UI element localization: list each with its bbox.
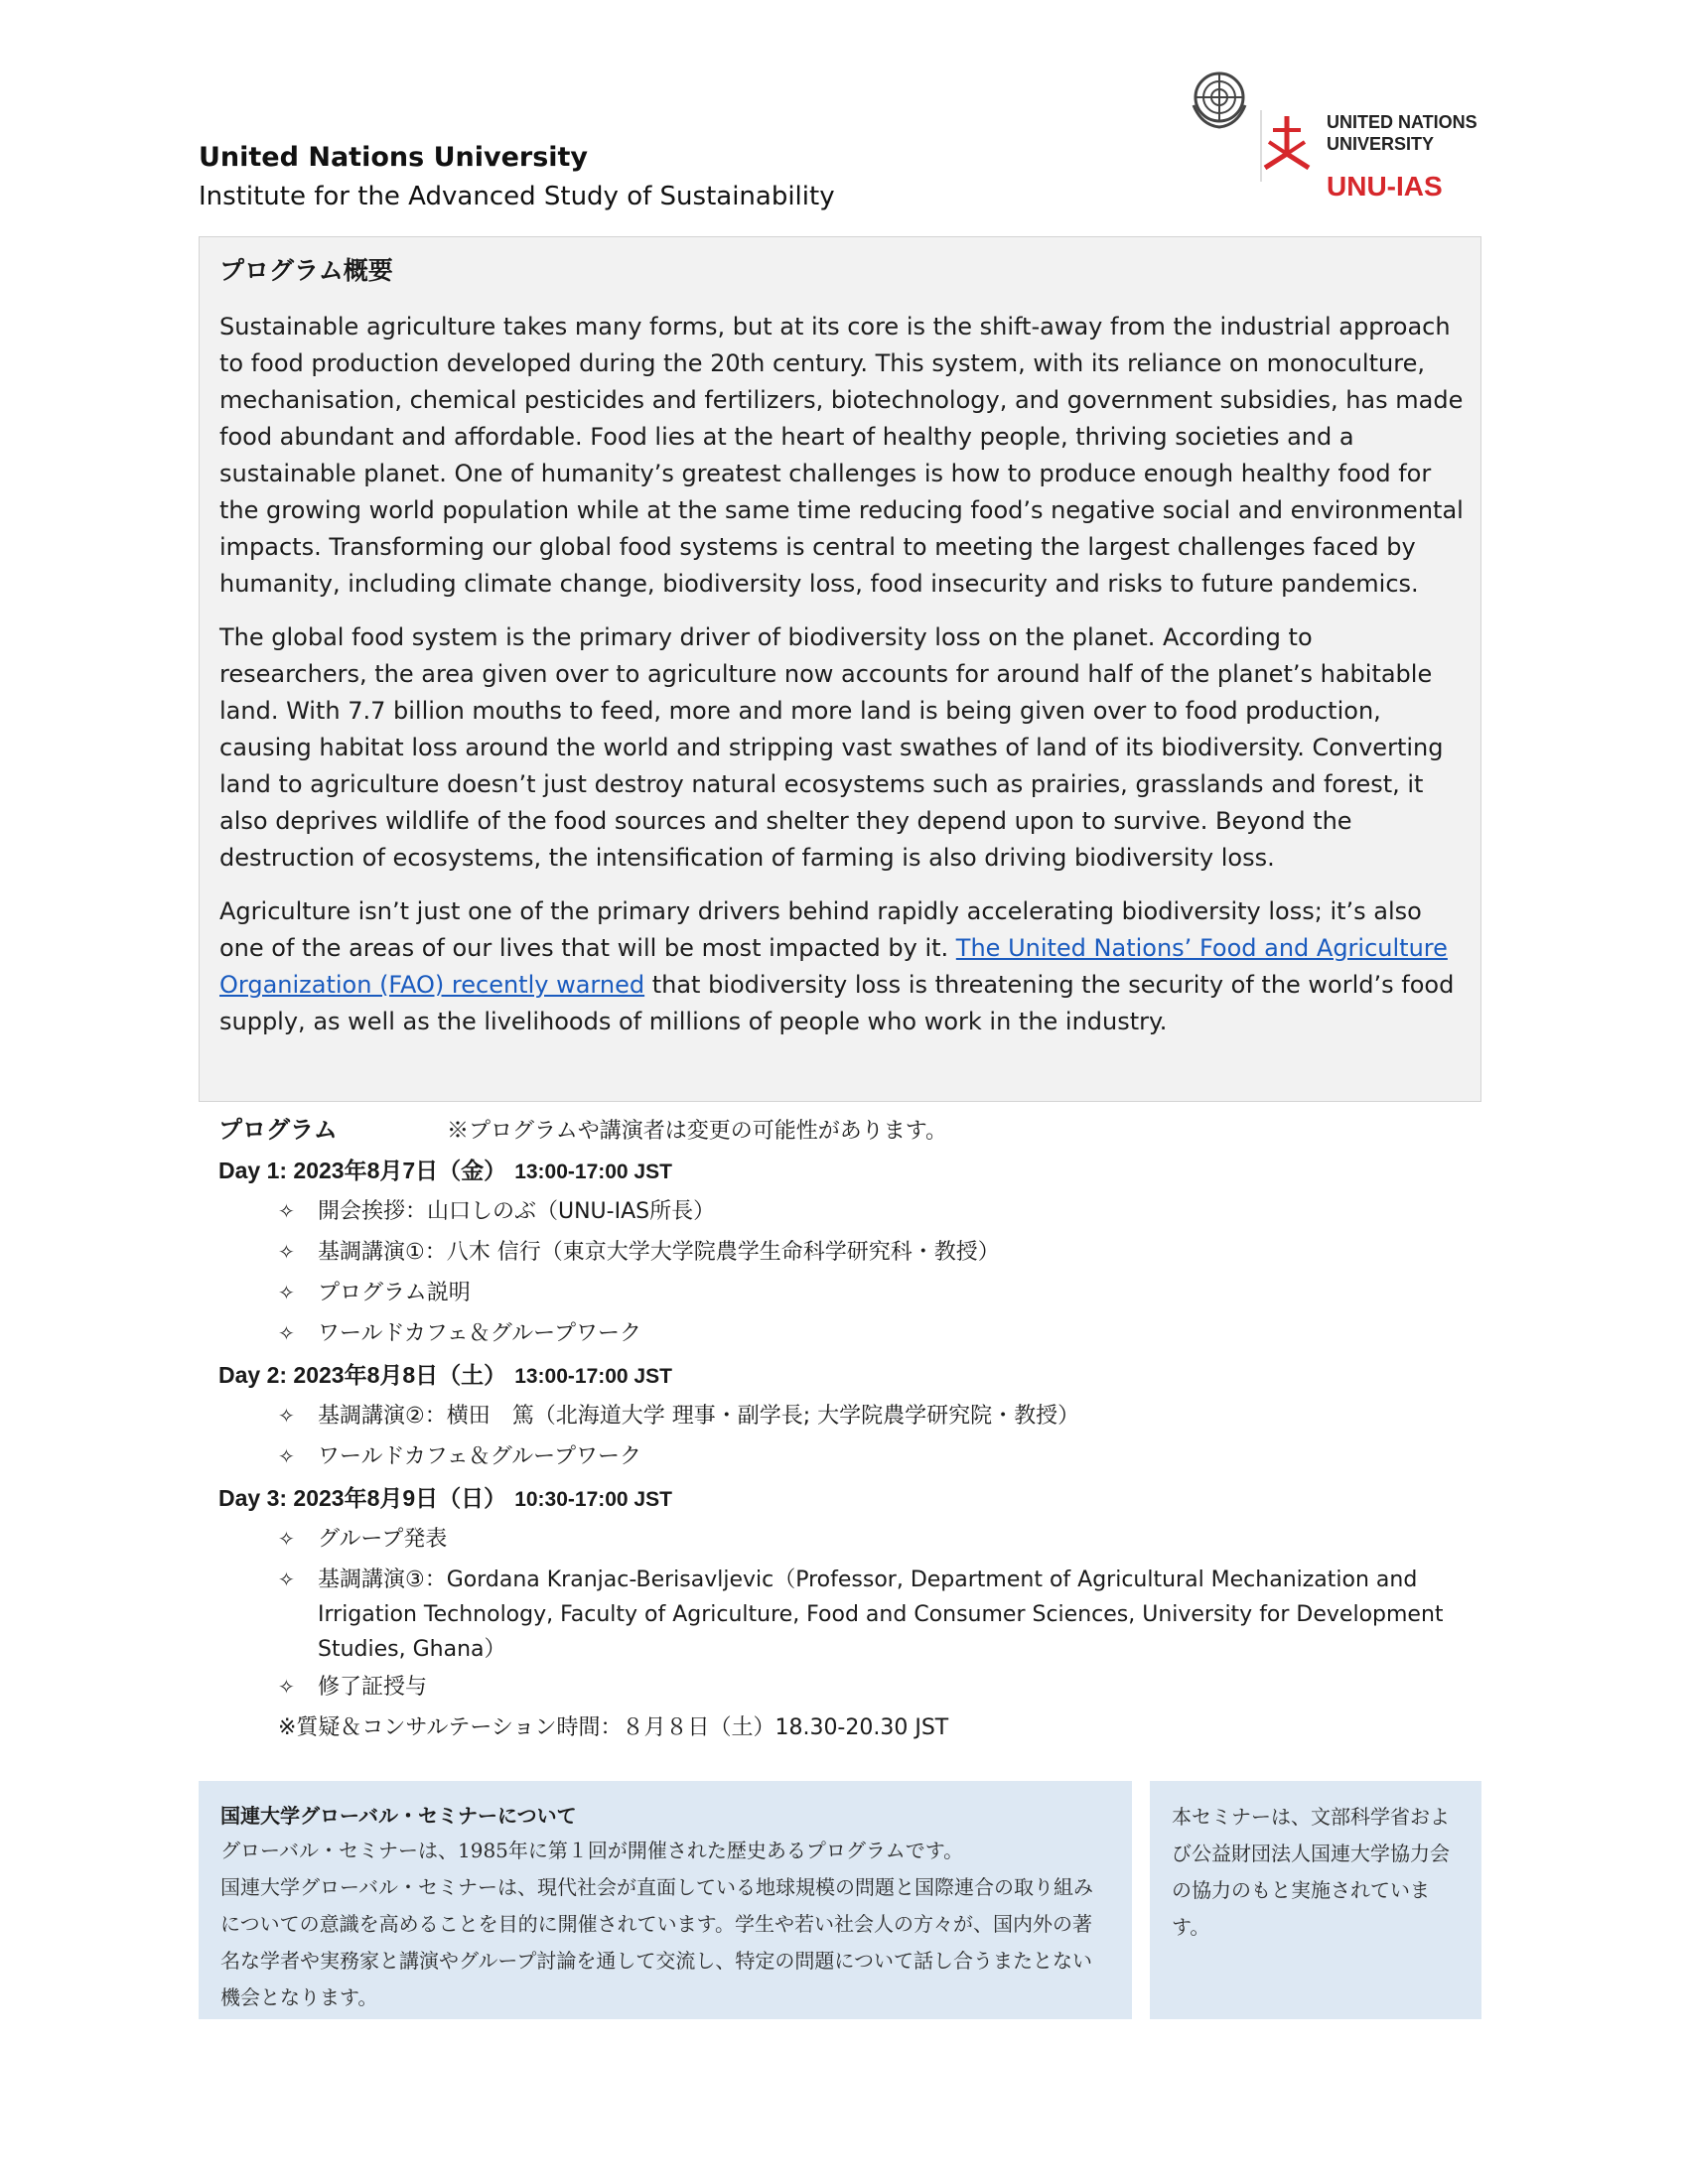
- global-seminar-line-1: グローバル・セミナーは、1985年に第１回が開催された歴史あるプログラムです。: [220, 1839, 964, 1862]
- logo-area: [1188, 66, 1505, 214]
- list-item: [218, 1191, 1489, 1232]
- item-text: 基調講演③：Gordana Kranjac-Berisavljevic（Professor, Department of Agricultural Mechanization and Irrigation Technology, Faculty of Agriculture, Food and Consumer Sciences, University for Development Studies, Ghana）: [318, 1568, 1444, 1662]
- list-item: [218, 1232, 1489, 1273]
- item-text: ワールドカフェ＆グループワーク: [318, 1444, 642, 1469]
- paragraph-3-lead: Agriculture isn’t just one of the primary drivers behind rapidly accelerating biodiversity loss; it’s also one of the areas of our lives that will be most impacted by it.: [219, 897, 1422, 962]
- day-3-label: Day 3: 2023年8月9日（日）: [218, 1485, 507, 1511]
- list-item: [218, 1560, 1489, 1667]
- list-item: [218, 1313, 1489, 1354]
- program-header: [218, 1110, 1489, 1150]
- day-1-label: Day 1: 2023年8月7日（金）: [218, 1158, 507, 1183]
- star-bullet-icon: ✧: [278, 1321, 295, 1345]
- star-bullet-icon: ✧: [278, 1527, 295, 1551]
- star-bullet-icon: ✧: [278, 1444, 295, 1468]
- list-item: [218, 1667, 1489, 1707]
- program-title: プログラム: [218, 1115, 338, 1144]
- overview-paragraph-1: Sustainable agriculture takes many forms, but at its core is the shift-away from the industrial approach to food production developed during the 20th century. This system, with its reliance on monoculture, mechanisation, chemical pesticides and fertilizers, biotechnology, and government subsidies, has made food abundant and affordable. Food lies at the heart of healthy people, thriving societies and a sustainable planet. One of humanity’s greatest challenges is how to produce enough healthy food for the growing world population while at the same time reducing food’s negative social and environmental impacts. Transforming our global food systems is central to meeting the largest challenges faced by humanity, including climate change, biodiversity loss, food insecurity and risks to future pandemics.: [219, 313, 1464, 598]
- global-seminar-box: [199, 1781, 1132, 2019]
- overview-paragraph-3: [219, 893, 1466, 1040]
- org-title: United Nations University: [199, 142, 589, 173]
- star-bullet-icon: ✧: [278, 1240, 295, 1264]
- org-subtitle: Institute for the Advanced Study of Sustainability: [199, 182, 835, 211]
- item-text: グループ発表: [318, 1527, 448, 1552]
- day-3-time: 10:30-17:00 JST: [514, 1488, 672, 1511]
- star-bullet-icon: ✧: [278, 1199, 295, 1223]
- consultation-time: ※質疑＆コンサルテーション時間：８月８日（土）18.30-20.30 JST: [278, 1715, 949, 1740]
- item-text: 基調講演①：八木 信行（東京大学大学院農学生命科学研究科・教授）: [318, 1240, 1000, 1265]
- cooperation-note-box: [1150, 1781, 1481, 2019]
- list-item: [218, 1519, 1489, 1560]
- item-text: プログラム説明: [318, 1281, 471, 1305]
- day-2-label: Day 2: 2023年8月8日（土）: [218, 1362, 507, 1388]
- star-bullet-icon: ✧: [278, 1568, 295, 1591]
- fao-warning-link[interactable]: The United Nations’ Food and Agriculture Organization (FAO) recently warned: [219, 934, 1448, 999]
- logo-name: [1327, 111, 1477, 155]
- document-header: [199, 139, 835, 216]
- list-item: [218, 1273, 1489, 1313]
- unu-logo-mark-icon: [1257, 110, 1317, 182]
- star-bullet-icon: ✧: [278, 1675, 295, 1699]
- paragraph-3-tail: that biodiversity loss is threatening the security of the world’s food supply, as well as the livelihoods of millions of people who work in the industry.: [219, 971, 1455, 1035]
- logo-abbrev: UNU-IAS: [1327, 171, 1443, 202]
- global-seminar-title: 国連大学グローバル・セミナーについて: [220, 1804, 577, 1828]
- cooperation-note-text: 本セミナーは、文部科学省および公益財団法人国連大学協力会の協力のもと実施されています。: [1172, 1805, 1450, 1939]
- day-2-heading: [218, 1354, 1489, 1396]
- logo-name-line1: UNITED NATIONS: [1327, 112, 1477, 132]
- day-1-time: 13:00-17:00 JST: [514, 1160, 672, 1183]
- overview-box: [199, 236, 1481, 1102]
- program-section: [218, 1110, 1489, 1749]
- item-text: ワールドカフェ＆グループワーク: [318, 1321, 642, 1346]
- day-3-heading: [218, 1477, 1489, 1519]
- overview-text: [219, 309, 1466, 1057]
- logo-name-line2: UNIVERSITY: [1327, 134, 1435, 154]
- global-seminar-line-2: 国連大学グローバル・セミナーは、現代社会が直面している地球規模の問題と国際連合の取り組みについての意識を高めることを目的に開催されています。学生や若い社会人の方々が、国内外の著名な学者や実務家と講演やグループ討論を通して交流し、特定の問題について話し合うまたとない機会となります。: [220, 1875, 1093, 2009]
- un-emblem-icon: [1188, 66, 1251, 129]
- day-1-heading: [218, 1150, 1489, 1191]
- day-2-time: 13:00-17:00 JST: [514, 1365, 672, 1388]
- list-item: [218, 1436, 1489, 1477]
- overview-title: プログラム概要: [219, 256, 393, 285]
- program-change-note: ※プログラムや講演者は変更の可能性があります。: [447, 1119, 948, 1144]
- item-text: 基調講演②：横田 篤（北海道大学 理事・副学長; 大学院農学研究院・教授）: [318, 1404, 1080, 1429]
- list-item: [218, 1396, 1489, 1436]
- item-text: 修了証授与: [318, 1675, 428, 1700]
- overview-paragraph-2: The global food system is the primary driver of biodiversity loss on the planet. According to researchers, the area given over to agriculture now accounts for around half of the planet’s habitable land. With 7.7 billion mouths to feed, more and more land is being given over to food production, causing habitat loss around the world and stripping vast swathes of land of its biodiversity. Converting land to agriculture doesn’t just destroy natural ecosystems such as prairies, grasslands and forest, it also deprives wildlife of the food sources and shelter they depend upon to survive. Beyond the destruction of ecosystems, the intensification of farming is also driving biodiversity loss.: [219, 623, 1444, 872]
- star-bullet-icon: ✧: [278, 1281, 295, 1304]
- star-bullet-icon: ✧: [278, 1404, 295, 1428]
- item-text: 開会挨拶：山口しのぶ（UNU-IAS所長）: [318, 1199, 716, 1224]
